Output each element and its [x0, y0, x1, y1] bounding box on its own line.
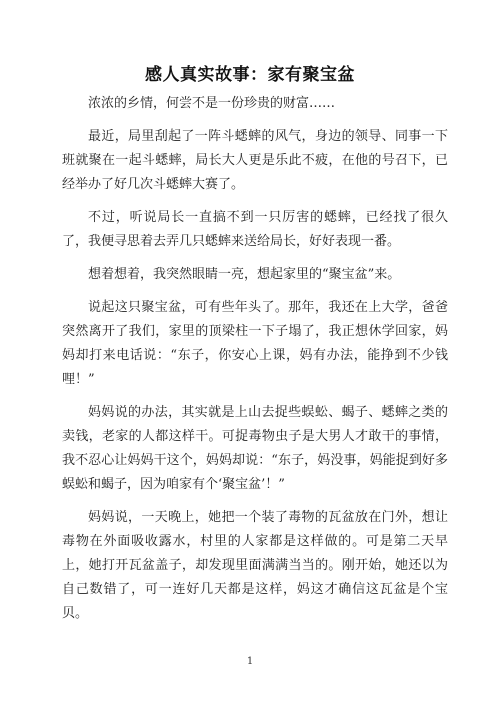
paragraph: 最近，局里刮起了一阵斗蟋蟀的风气，身边的领导、同事一下班就聚在一起斗蟋蟀，局长大人更是乐此不疲，在他的号召下，已经举办了好几次斗蟋蟀大赛了。	[62, 129, 448, 192]
document-title: 感人真实故事：家有聚宝盆	[145, 65, 355, 85]
paragraph: 想着想着，我突然眼睛一亮，想起家里的“聚宝盆”来。	[88, 267, 401, 282]
paragraph: 妈妈说，一天晚上，她把一个装了毒物的瓦盆放在门外，想让毒物在外面吸收露水，村里的人家都是这样做的。可是第二天早上，她打开瓦盆盖子，却发现里面满满当当的。刚开始，她还以为自己数错了，可一连好几天都是这样，妈这才确信这瓦盆是个宝贝。	[62, 510, 448, 621]
paragraph: 妈妈说的办法，其实就是上山去捉些蜈蚣、蝎子、蟋蟀之类的卖钱，老家的人都这样干。可捉毒物虫子是大男人才敢干的事情，我不忍心让妈妈干这个，妈妈却说：“东子，妈没事，妈能捉到好多蜈蚣和蝎子，因为咱家有个‘聚宝盆’！”	[62, 405, 448, 492]
paragraph: 不过，听说局长一直搞不到一只厉害的蟋蟀，已经找了很久了，我便寻思着去弄几只蟋蟀来送给局长，好好表现一番。	[62, 210, 448, 249]
document-body	[62, 92, 448, 635]
paragraph: 说起这只聚宝盆，可有些年头了。那年，我还在上大学，爸爸突然离开了我们，家里的顶梁柱一下子塌了，我正想休学回家，妈妈却打来电话说：“东子，你安心上课，妈有办法，能挣到不少钱哩！”	[62, 300, 448, 387]
paragraph: 浓浓的乡情，何尝不是一份珍贵的财富……	[88, 96, 336, 111]
page-number: 1	[246, 656, 254, 667]
